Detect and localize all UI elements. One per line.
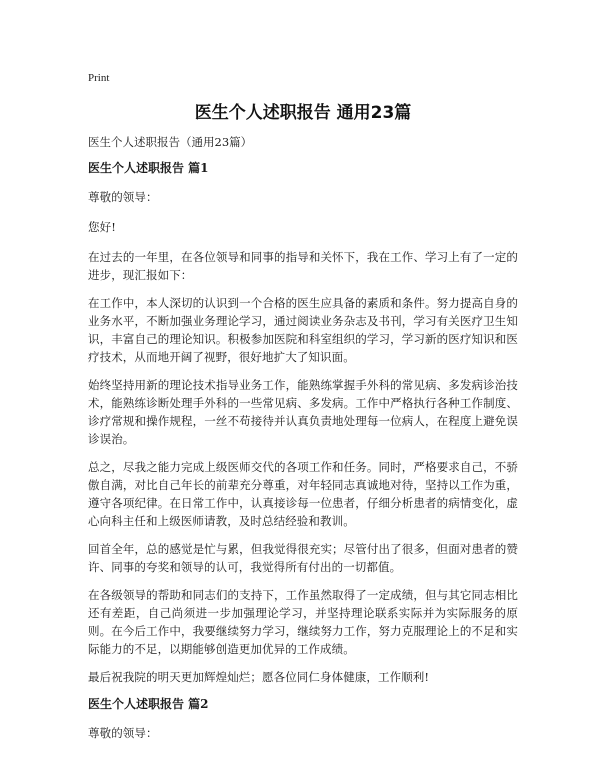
paragraph: 最后祝我院的明天更加辉煌灿烂；愿各位同仁身体健康，工作顺利! (88, 670, 430, 684)
section-2 (88, 696, 518, 742)
section-heading: 医生个人述职报告 篇2 (88, 697, 209, 711)
paragraph: 在工作中，本人深切的认识到一个合格的医生应具备的素质和条件。努力提高自身的业务水平，不断加强业务理论学习，通过阅读业务杂志及书刊，学习有关医疗卫生知识，丰富自己的理论知识。积极参加医院和科室组织的学习，学习新的医疗知识和医疗技术，从而地开阔了视野，很好地扩大了知识面。 (88, 296, 518, 364)
document-body (88, 160, 518, 754)
section-heading: 医生个人述职报告 篇1 (88, 161, 209, 175)
paragraph: 尊敬的领导： (88, 726, 158, 740)
paragraph: 始终坚持用新的理论技术指导业务工作，能熟练掌握手外科的常见病、多发病诊治技术，能熟练诊断处理手外科的一些常见病、多发病。工作中严格执行各种工作制度、诊疗常规和操作规程，一丝不苟接待并认真负责地处理每一位病人，在程度上避免误诊误治。 (88, 378, 518, 446)
section-1 (88, 160, 518, 686)
document-title: 医生个人述职报告 通用23篇 (194, 103, 412, 123)
paragraph: 总之，尽我之能力完成上级医师交代的各项工作和任务。同时，严格要求自己，不骄傲自满，对比自己年长的前辈充分尊重，对年轻同志真诚地对待，坚持以工作为重，遵守各项纪律。在日常工作中，认真接诊每一位患者，仔细分析患者的病情变化，虚心向科主任和上级医师请教，及时总结经验和教训。 (88, 460, 518, 528)
document-subtitle: 医生个人述职报告（通用23篇） (88, 135, 253, 149)
paragraph: 在过去的一年里，在各位领导和同事的指导和关怀下，我在工作、学习上有了一定的进步，现汇报如下： (88, 250, 518, 282)
paragraph: 回首全年，总的感觉是忙与累，但我觉得很充实；尽管付出了很多，但面对患者的赞许、同事的夸奖和领导的认可，我觉得所有付出的一切都值。 (88, 542, 518, 574)
print-label[interactable]: Print (88, 72, 110, 84)
paragraph: 在各级领导的帮助和同志们的支持下，工作虽然取得了一定成绩，但与其它同志相比还有差距，自己尚须进一步加强理论学习，并坚持理论联系实际并为实际服务的原则。在今后工作中，我要继续努力学习，继续努力工作，努力克服理论上的不足和实际能力的不足，以期能够创造更加优异的工作成绩。 (88, 588, 518, 656)
paragraph: 您好! (88, 220, 116, 234)
paragraph: 尊敬的领导： (88, 190, 158, 204)
